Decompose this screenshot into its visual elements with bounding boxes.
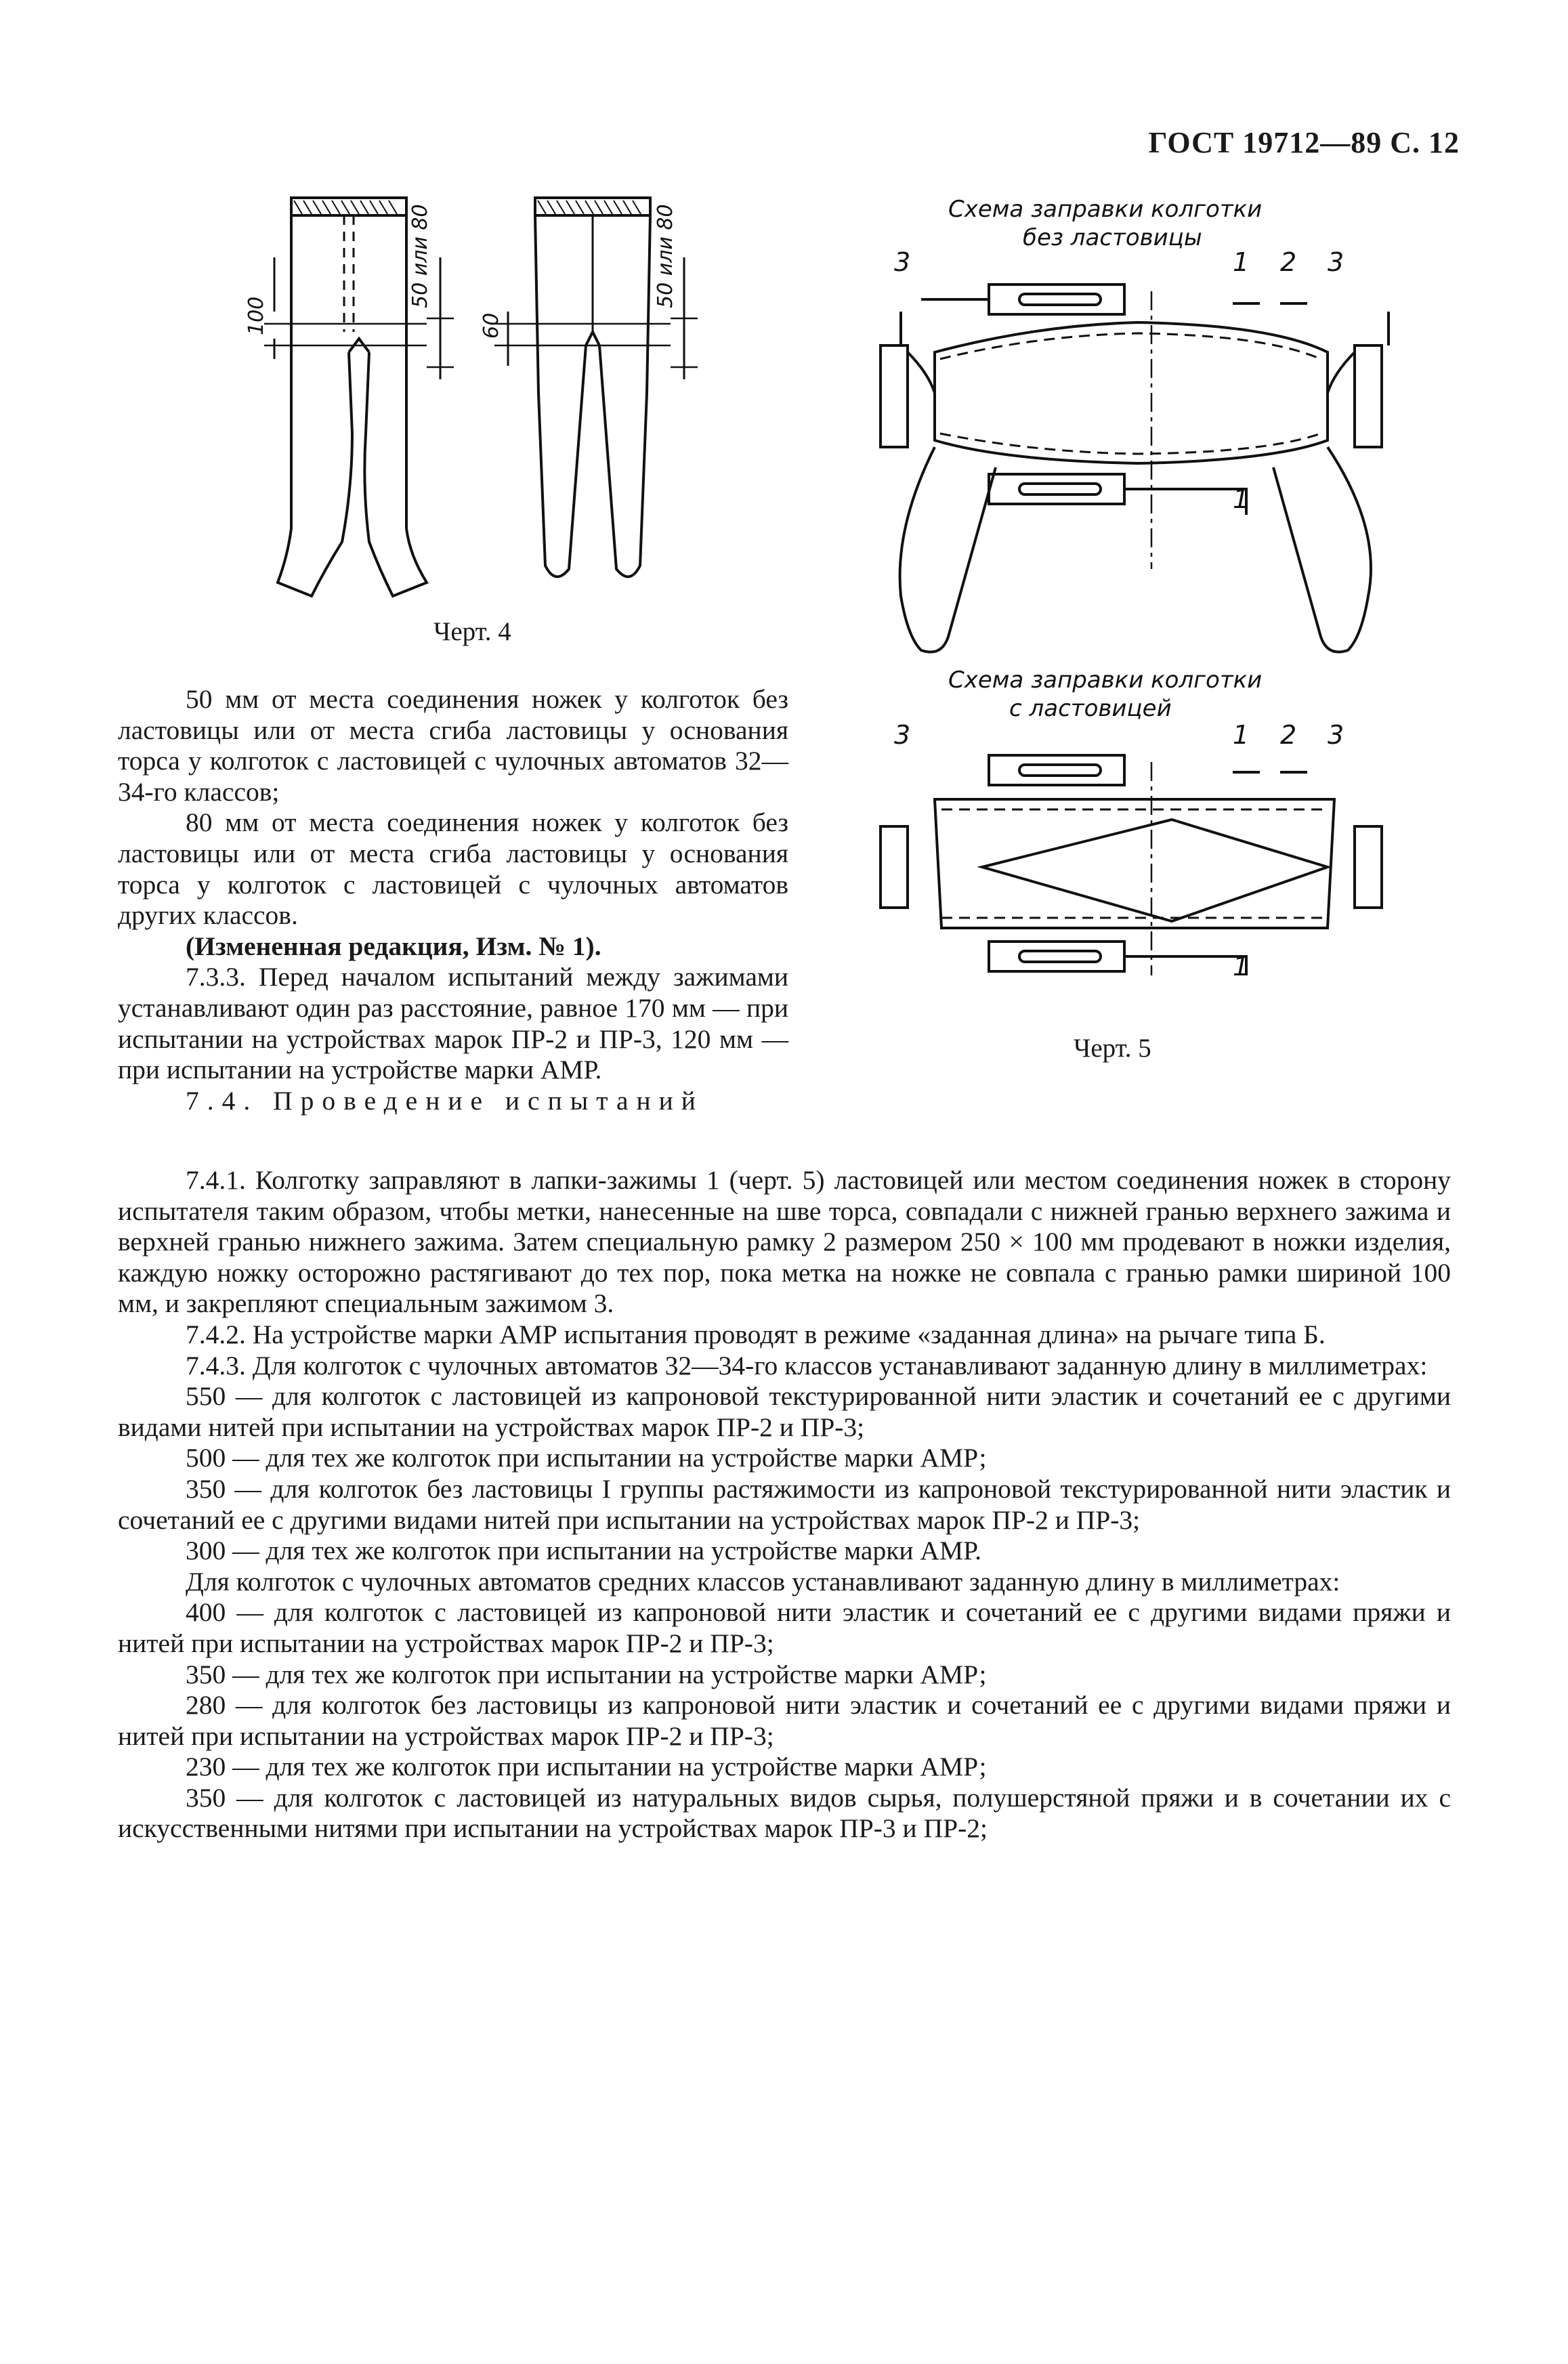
amendment-note: (Измененная редакция, Изм. № 1).: [186, 931, 601, 961]
fig5-bottom-title-line2: с ластовицей: [1009, 695, 1172, 722]
paragraph-7-4-3: 7.4.3. Для колготок с чулочных автоматов 32—34-го классов устанавливают заданную длину в миллиметрах:: [186, 1350, 1428, 1380]
list-item-500: 500 — для тех же колготок при испытании на устройстве марки АМР;: [186, 1443, 987, 1473]
dim-label-left-50-80: 50 или 80: [408, 204, 432, 308]
paragraph-middle-classes: Для колготок с чулочных автоматов средних классов устанавливают заданную длину в миллиметрах:: [186, 1566, 1340, 1597]
fig5-top-label-3-right: 3: [1328, 247, 1344, 277]
paragraph-7-3-3: 7.3.3. Перед началом испытаний между зажимами устанавливают один раз расстояние, равное 170 мм — при испытании на устройствах марок ПР-2 и ПР-3, 120 мм — при испытании на устройстве марки АМР.: [118, 962, 788, 1085]
paragraph-7-4-2: 7.4.2. На устройстве марки АМР испытания проводят в режиме «заданная длина» на рычаге типа Б.: [186, 1319, 1326, 1349]
paragraph-7-4-1: 7.4.1. Колготку заправляют в лапки-зажимы 1 (черт. 5) ластовицей или местом соединения ножек в сторону испытателя таким образом, чтобы метки, нанесенные на шве торса, совпадали с нижней гранью верхнего зажима и верхней гранью нижнего зажима. Затем специальную рамку 2 размером 250 × 100 мм продевают в ножки изделия, каждую ножку осторожно растягивают до тех пор, пока метка на ножке не совпала с гранью рамки шириной 100 мм, и закрепляют специальным зажимом 3.: [118, 1165, 1451, 1319]
fig5-bottom-label-3-left: 3: [894, 720, 911, 750]
fig5-top-label-2: 2: [1280, 247, 1297, 277]
figure-4-caption: Черт. 4: [433, 617, 511, 646]
list-item-350-c: 350 — для колготок с ластовицей из натуральных видов сырья, полушерстяной пряжи и в сочетании их с искусственными нитями при испытании на устройствах марок ПР-3 и ПР-2;: [118, 1782, 1451, 1844]
paragraph-50mm: 50 мм от места соединения ножек у колготок без ластовицы или от места сгиба ластовицы у основания торса у колготок с ластовицей с чулочных автоматов 32—34-го классов;: [118, 684, 788, 807]
list-item-550: 550 — для колготок с ластовицей из капроновой текстурированной нити эластик и сочетаний ее с другими видами нитей при испытании на устройствах марок ПР-2 и ПР-3;: [118, 1381, 1451, 1442]
figure-4-drawing: [224, 190, 765, 610]
fig5-bottom-label-3-right: 3: [1328, 720, 1344, 750]
list-item-280: 280 — для колготок без ластовицы из капроновой нити эластик и сочетаний ее с другими видами пряжи и нитей при испытании на устройствах марок ПР-2 и ПР-3;: [118, 1690, 1451, 1751]
dim-label-60: 60: [480, 312, 503, 339]
figure-5-drawing: [867, 190, 1449, 1016]
body-text: [118, 1165, 1451, 1844]
fig5-bottom-label-1: 1: [1233, 720, 1250, 750]
list-item-230: 230 — для тех же колготок при испытании на устройстве марки АМР;: [186, 1752, 987, 1782]
fig5-top-label-3-left: 3: [894, 247, 911, 277]
figure-5: [867, 190, 1449, 1016]
fig5-top-label-1: 1: [1233, 247, 1250, 277]
dim-label-right-50-80: 50 или 80: [654, 204, 677, 308]
left-column-text: [118, 684, 788, 1116]
list-item-300: 300 — для тех же колготок при испытании на устройстве марки АМР.: [186, 1536, 981, 1566]
page-header: ГОСТ 19712—89 С. 12: [1148, 126, 1460, 159]
fig5-bottom-label-2: 2: [1280, 720, 1297, 750]
fig5-top-label-1-bottom: 1: [1233, 484, 1250, 514]
paragraph-80mm: 80 мм от места соединения ножек у колготок без ластовицы или от места сгиба ластовицы у основания торса у колготок с ластовицей с чулочных автоматов других классов.: [118, 807, 788, 931]
figure-5-caption: Черт. 5: [1074, 1034, 1151, 1063]
fig5-top-title-line2: без ластовицы: [1023, 224, 1202, 251]
fig5-top-title-line1: Схема заправки колготки: [948, 196, 1263, 223]
list-item-350-a: 350 — для колготок без ластовицы I группы растяжимости из капроновой текстурированной нити эластик и сочетаний ее с другими видами нитей при испытании на устройствах марок ПР-2 и ПР-3;: [118, 1473, 1451, 1535]
fig5-bottom-title-line1: Схема заправки колготки: [948, 667, 1263, 694]
section-heading-7-4: 7.4. Проведение испытаний: [186, 1085, 704, 1116]
list-item-400: 400 — для колготок с ластовицей из капроновой нити эластик и сочетаний ее с другими видами пряжи и нитей при испытании на устройствах марок ПР-2 и ПР-3;: [118, 1597, 1451, 1658]
figure-4: [224, 190, 765, 610]
dim-label-100: 100: [245, 296, 268, 335]
list-item-350-b: 350 — для тех же колготок при испытании на устройстве марки АМР;: [186, 1659, 987, 1689]
fig5-bottom-label-1-bottom: 1: [1233, 952, 1250, 982]
